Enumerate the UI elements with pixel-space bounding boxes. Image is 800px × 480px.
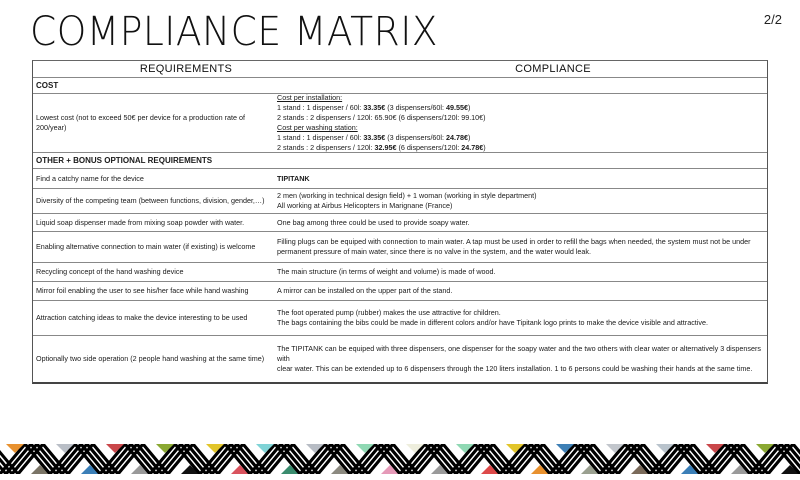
requirement-cell: Optionally two side operation (2 people hand washing at the same time) (36, 354, 265, 363)
table-row-name (33, 169, 767, 189)
compliance-cell: TIPITANK (277, 173, 310, 183)
requirement-cell: Find a catchy name for the device (36, 173, 144, 183)
compliance-line: 2 men (working in technical design field) + 1 woman (working in style department) (277, 191, 537, 200)
text: 1 stand : 1 dispenser / 60l: (277, 133, 364, 142)
price: 33.35€ (363, 133, 386, 142)
table-row-attraction (33, 301, 767, 336)
requirement-cell: Lowest cost (not to exceed 50€ per device for a production rate of 200/year) (36, 113, 245, 132)
text: (6 dispensers/120l: (396, 143, 462, 152)
requirement-cell: Attraction catching ideas to make the device interesting to be used (36, 313, 248, 322)
text: 2 stands : 2 dispensers / 120l: (277, 143, 375, 152)
compliance-line: Filling plugs can be equiped with connection to main water. A tap must be used in order to refill the bags when needed, the system must not be under (277, 237, 751, 246)
requirement-cell: Mirror foil enabling the user to see his/her face while hand washing (36, 286, 249, 295)
compliance-cell (274, 191, 767, 211)
requirement-cell: Diversity of the competing team (between functions, division, gender,…) (36, 196, 265, 205)
table-row-lowest-cost (33, 94, 767, 153)
price: 24.78€ (461, 143, 484, 152)
compliance-cell: One bag among three could be used to provide soapy water. (277, 217, 470, 227)
installation-heading: Cost per installation: (277, 93, 343, 102)
section-header-cost: COST (33, 78, 767, 94)
decorative-zigzag-band (0, 444, 800, 474)
text: (3 dispensers/60l: (385, 103, 447, 112)
table-row-mirror (33, 282, 767, 301)
compliance-table (32, 60, 768, 384)
text: 1 stand : 1 dispenser / 60l: (277, 103, 364, 112)
requirement-cell: Recycling concept of the hand washing device (36, 267, 184, 276)
installation-line-1 (277, 103, 764, 113)
table-row-main-water (33, 232, 767, 263)
compliance-line: clear water. This can be extended up to 6 dispensers through the 120 liters installation. 1 to 6 persons could be washing their hands at the same time. (277, 364, 753, 373)
compliance-cell (274, 308, 767, 328)
page-indicator: 2/2 (763, 12, 782, 27)
text: ) (483, 143, 486, 152)
table-row-soap (33, 214, 767, 232)
column-header-requirements: REQUIREMENTS (139, 63, 233, 75)
text: (3 dispensers/60l: (385, 133, 447, 142)
compliance-cell (274, 93, 767, 153)
price: 49.55€ (446, 103, 469, 112)
station-line-2 (277, 143, 764, 153)
page-title: COMPLIANCE MATRIX (30, 9, 438, 55)
table-header-row (33, 61, 767, 78)
compliance-line: permanent pressure of main water, since there is no valve in the system, and the water would leak. (277, 247, 592, 256)
column-header-compliance: COMPLIANCE (515, 63, 591, 75)
table-row-two-side (33, 336, 767, 382)
price: 33.35€ (363, 103, 386, 112)
price: 24.78€ (446, 133, 469, 142)
compliance-line: The bags containing the bibs could be made in different colors and/or have Tipitank logo prints to make the device visible and attractive. (277, 318, 708, 327)
section-header-other: OTHER + BONUS OPTIONAL REQUIREMENTS (33, 153, 767, 169)
compliance-line: The TIPITANK can be equiped with three dispensers, one dispenser for the soapy water and the two others with clear water or alternatively 3 dispensers with (277, 344, 761, 363)
compliance-cell: A mirror can be installed on the upper part of the stand. (277, 286, 453, 295)
compliance-line: All working at Airbus Helicopters in Marignane (France) (277, 201, 453, 210)
table-row-diversity (33, 189, 767, 214)
compliance-line: The foot operated pump (rubber) makes the use attractive for children. (277, 308, 501, 317)
requirement-cell: Liquid soap dispenser made from mixing soap powder with water. (36, 217, 245, 227)
text: ) (468, 103, 471, 112)
requirement-cell: Enabling alternative connection to main water (if existing) is welcome (36, 242, 256, 251)
price: 32.95€ (374, 143, 397, 152)
text: ) (468, 133, 471, 142)
compliance-cell (274, 237, 767, 257)
station-heading: Cost per washing station: (277, 123, 358, 132)
compliance-cell: The main structure (in terms of weight and volume) is made of wood. (277, 267, 496, 276)
installation-line-2: 2 stands : 2 dispensers / 120l: 65.90€ (6 dispensers/120l: 99.10€) (277, 113, 486, 122)
table-row-recycling (33, 263, 767, 282)
compliance-cell (274, 344, 767, 374)
station-line-1 (277, 133, 764, 143)
